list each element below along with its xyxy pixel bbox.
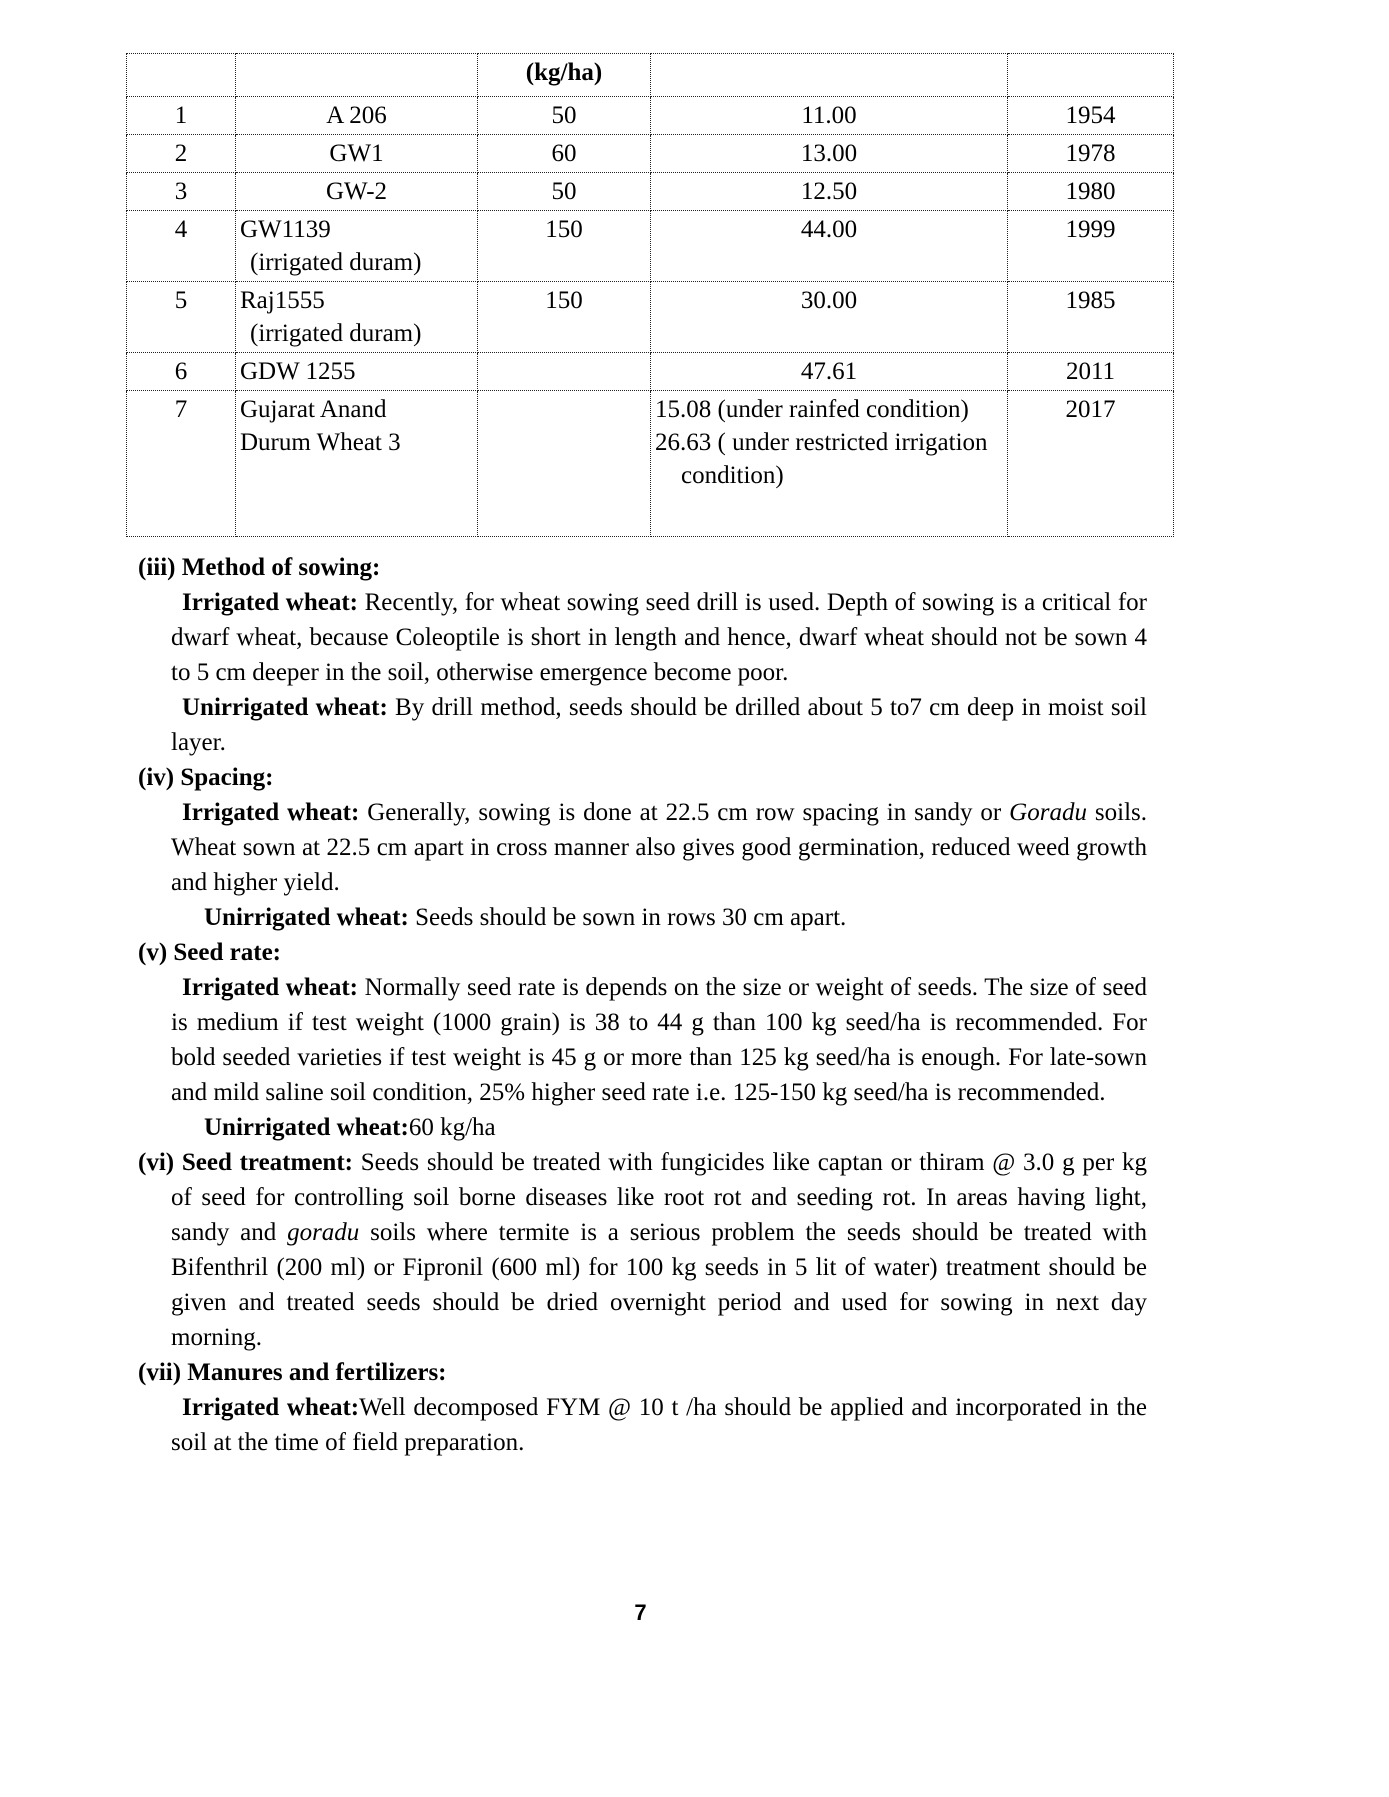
cell-variety-name — [236, 173, 478, 211]
cell-release-year: 2011 — [1008, 353, 1174, 391]
table-header-row — [127, 54, 1174, 97]
cell-seed-rate — [478, 391, 651, 537]
text-segment: 60 kg/ha — [408, 1114, 496, 1141]
cell-release-year: 1985 — [1008, 282, 1174, 353]
cell-release-year: 1999 — [1008, 211, 1174, 282]
table-header-cell — [651, 54, 1008, 97]
table-header-cell — [127, 54, 236, 97]
variety-line: GW1139 — [240, 216, 331, 243]
cell-seed-rate: 60 — [478, 135, 651, 173]
wheat-varieties-table-body — [127, 54, 1174, 537]
table-row — [127, 173, 1174, 211]
variety-line: (irrigated duram) — [250, 320, 422, 347]
document-section — [138, 935, 1147, 1145]
cell-variety-name — [236, 353, 478, 391]
variety-line: (irrigated duram) — [250, 249, 422, 276]
variety-line: Durum Wheat 3 — [240, 429, 401, 456]
paragraph — [138, 1390, 1147, 1460]
document-section — [138, 760, 1147, 935]
cell-variety-name — [236, 391, 478, 537]
table-header-cell — [1008, 54, 1174, 97]
text-segment: Unirrigated wheat: — [182, 694, 396, 721]
text-segment: Generally, sowing is done at 22.5 cm row spacing in sandy or — [367, 799, 1010, 826]
paragraph — [138, 900, 1147, 935]
paragraph — [138, 1145, 1147, 1355]
cell-yield: 11.00 — [651, 97, 1008, 135]
text-segment: Goradu — [1009, 799, 1087, 826]
cell-serial-number: 2 — [127, 135, 236, 173]
cell-release-year: 1978 — [1008, 135, 1174, 173]
text-segment: Irrigated wheat: — [182, 589, 365, 616]
text-segment: Normally seed rate is depends on the size or weight of seeds. The size of seed is medium if test weight (1000 grain) is 38 to 44 g than 100 kg seed/ha is recommended. For bold seeded varieties if test weight is 45 g or more than 125 kg seed/ha is enough. For late-sown and mild saline soil condition, 25% higher seed rate i.e. 125-150 kg seed/ha is recommended. — [171, 974, 1147, 1106]
table-row — [127, 282, 1174, 353]
variety-line: GDW 1255 — [240, 358, 356, 385]
document-section — [138, 1355, 1147, 1460]
table-row — [127, 211, 1174, 282]
text-segment: Recently, for wheat sowing seed drill is used. Depth of sowing is a critical for dwarf wheat, because Coleoptile is short in length and hence, dwarf wheat should not be sown 4 to 5 cm deeper in the soil, otherwise emergence become poor. — [171, 589, 1147, 686]
cell-serial-number: 3 — [127, 173, 236, 211]
table-header-cell: (kg/ha) — [478, 54, 651, 97]
cell-yield: 12.50 — [651, 173, 1008, 211]
text-segment: Unirrigated wheat: — [204, 1114, 409, 1141]
document-section — [138, 550, 1147, 760]
variety-line: Raj1555 — [240, 287, 325, 314]
cell-variety-name — [236, 282, 478, 353]
paragraph — [138, 970, 1147, 1110]
text-segment: Unirrigated wheat: — [204, 904, 416, 931]
document-section — [138, 1145, 1147, 1355]
cell-yield: 44.00 — [651, 211, 1008, 282]
text-segment: Irrigated wheat: — [182, 799, 368, 826]
section-heading: (iii) Method of sowing: — [138, 554, 381, 581]
text-segment: soils where termite is a serious problem the seeds should be treated with Bifenthril (200 ml) or Fipronil (600 ml) for 100 kg seeds in 5 lit of water) treatment should be given and treated seeds should be dried overnight period and used for sowing in next day morning. — [171, 1219, 1148, 1351]
cell-seed-rate: 150 — [478, 282, 651, 353]
table-row — [127, 391, 1174, 537]
text-segment: Seeds should be sown in rows 30 cm apart. — [415, 904, 847, 931]
paragraph — [138, 795, 1147, 900]
table-row — [127, 135, 1174, 173]
text-segment: soils. Wheat sown at 22.5 cm apart in cross manner also gives good germination, reduced weed growth and higher yield. — [171, 799, 1147, 896]
yield-entry: 26.63 ( under restricted irrigation condition) — [655, 429, 988, 489]
cell-release-year: 1954 — [1008, 97, 1174, 135]
cell-variety-name — [236, 135, 478, 173]
section-heading: (v) Seed rate: — [138, 939, 281, 966]
text-segment: (vi) Seed treatment: — [138, 1149, 361, 1176]
cell-seed-rate: 50 — [478, 173, 651, 211]
table-row — [127, 97, 1174, 135]
table-row — [127, 353, 1174, 391]
text-segment: Irrigated wheat: — [182, 1394, 360, 1421]
cell-variety-name — [236, 211, 478, 282]
page-number: 7 — [634, 1600, 647, 1625]
variety-line: A 206 — [326, 102, 387, 129]
text-segment: goradu — [287, 1219, 360, 1246]
variety-line: Gujarat Anand — [240, 396, 387, 423]
cell-yield: 13.00 — [651, 135, 1008, 173]
cell-seed-rate — [478, 353, 651, 391]
section-heading: (vii) Manures and fertilizers: — [138, 1359, 447, 1386]
yield-entry: 15.08 (under rainfed condition) — [655, 396, 969, 423]
cell-seed-rate: 150 — [478, 211, 651, 282]
table-header-cell — [236, 54, 478, 97]
text-segment: Seeds should be treated with fungicides like captan or thiram @ 3.0 g per kg of seed for controlling soil borne diseases like root rot and seeding rot. In areas having light, sandy and — [171, 1149, 1147, 1246]
text-segment: Irrigated wheat: — [182, 974, 365, 1001]
document-sections — [138, 550, 1147, 1460]
cell-yield: 47.61 — [651, 353, 1008, 391]
paragraph — [138, 1110, 1147, 1145]
wheat-varieties-table — [126, 53, 1174, 537]
paragraph — [138, 585, 1147, 690]
cell-yield: 30.00 — [651, 282, 1008, 353]
cell-release-year: 1980 — [1008, 173, 1174, 211]
variety-line: GW1 — [329, 140, 384, 167]
cell-yield — [651, 391, 1008, 537]
cell-serial-number: 6 — [127, 353, 236, 391]
cell-seed-rate: 50 — [478, 97, 651, 135]
text-segment: By drill method, seeds should be drilled about 5 to7 cm deep in moist soil layer. — [171, 694, 1147, 756]
cell-serial-number: 5 — [127, 282, 236, 353]
variety-line: GW-2 — [325, 178, 388, 205]
cell-variety-name — [236, 97, 478, 135]
document-page — [126, 53, 1173, 1460]
text-segment: Well decomposed FYM @ 10 t /ha should be applied and incorporated in the soil at the time of field preparation. — [171, 1394, 1147, 1456]
cell-serial-number: 1 — [127, 97, 236, 135]
paragraph — [138, 690, 1147, 760]
section-heading: (iv) Spacing: — [138, 764, 274, 791]
cell-release-year: 2017 — [1008, 391, 1174, 537]
cell-serial-number: 4 — [127, 211, 236, 282]
cell-serial-number: 7 — [127, 391, 236, 537]
